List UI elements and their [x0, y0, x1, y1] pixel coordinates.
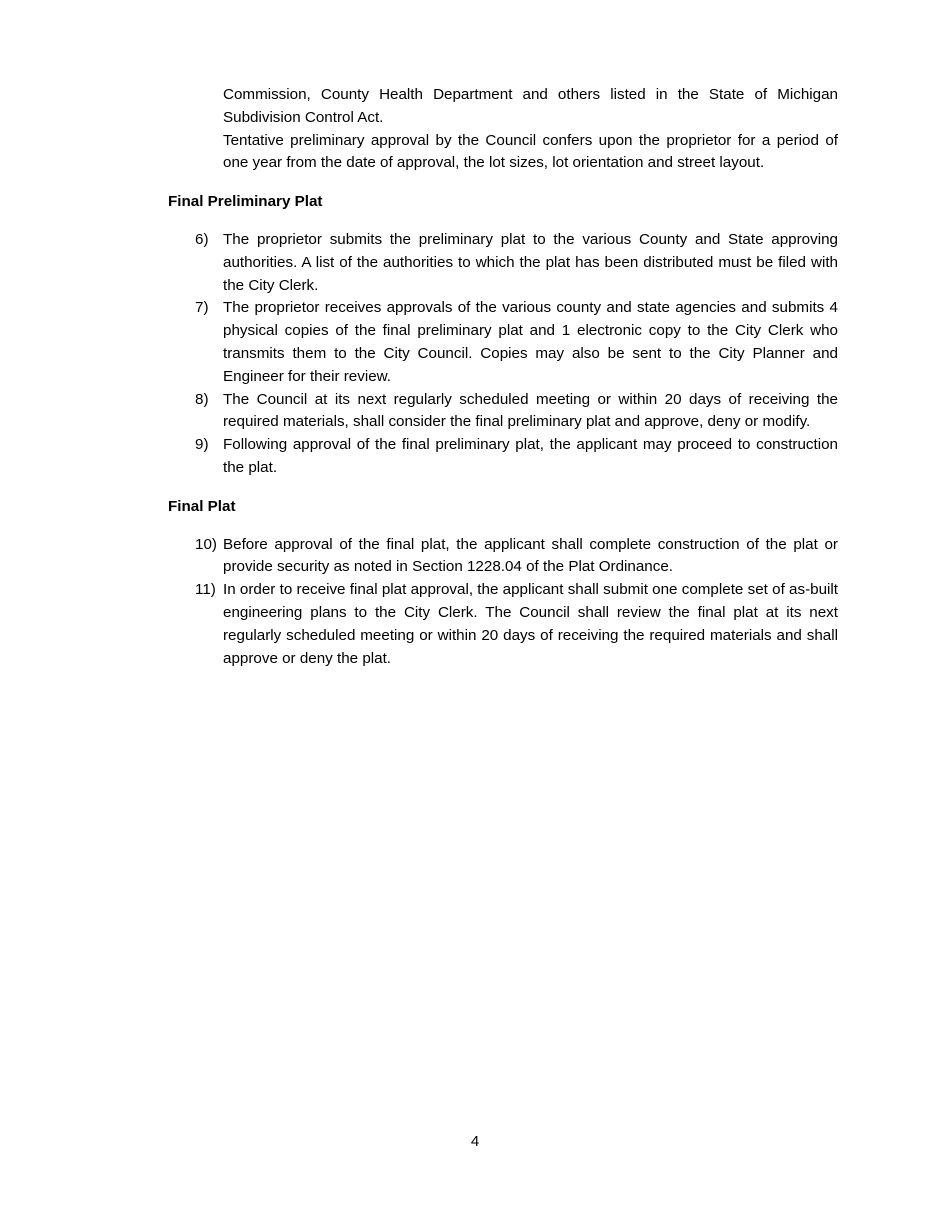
list-item-text: The Council at its next regularly scheduled meeting or within 20 days of receiving the required materials, shall consider the final preliminary plat and approve, deny or modify. [223, 390, 838, 431]
numbered-list [168, 534, 838, 671]
list-item-text: Following approval of the final preliminary plat, the applicant may proceed to construction the plat. [223, 436, 838, 476]
section-heading: Final Plat [168, 497, 236, 515]
numbered-list [168, 229, 838, 480]
list-item [168, 229, 838, 297]
list-item [168, 579, 838, 670]
intro-paragraph: Tentative preliminary approval by the Council confers upon the proprietor for a period of one year from the date of approval, the lot sizes, lot orientation and street layout. [223, 131, 838, 172]
list-item-number: 8) [195, 390, 209, 408]
list-item-number: 6) [195, 230, 209, 248]
list-item [168, 297, 838, 388]
section-heading: Final Preliminary Plat [168, 193, 323, 211]
intro-paragraph: Commission, County Health Department and others listed in the State of Michigan Subdivision Control Act. [223, 86, 838, 126]
list-item-text: In order to receive final plat approval, the applicant shall submit one complete set of as-built engineering plans to the City Clerk. The Council shall review the final plat at its next regularly scheduled meeting or within 20 days of receiving the required materials and shall approve or deny the plat. [223, 581, 838, 667]
list-item [168, 534, 838, 580]
page-number: 4 [470, 1133, 480, 1150]
continued-paragraphs [223, 84, 838, 175]
document-body [168, 84, 838, 670]
list-item-number: 9) [195, 436, 209, 454]
list-item-text: The proprietor submits the preliminary plat to the various County and State approving authorities. A list of the authorities to which the plat has been distributed must be filed with the City Clerk. [223, 230, 838, 294]
list-item-number: 10) [195, 535, 217, 553]
list-item-text: The proprietor receives approvals of the various county and state agencies and submits 4 physical copies of the final preliminary plat and 1 electronic copy to the City Clerk who transmits them to the City Council. Copies may also be sent to the City Planner and Engineer for their review. [223, 299, 838, 385]
list-item-number: 7) [195, 299, 209, 317]
list-item [168, 434, 838, 480]
list-item-number: 11) [195, 581, 216, 599]
list-item [168, 389, 838, 435]
list-item-text: Before approval of the final plat, the applicant shall complete construction of the plat or provide security as noted in Section 1228.04 of the Plat Ordinance. [223, 535, 838, 576]
